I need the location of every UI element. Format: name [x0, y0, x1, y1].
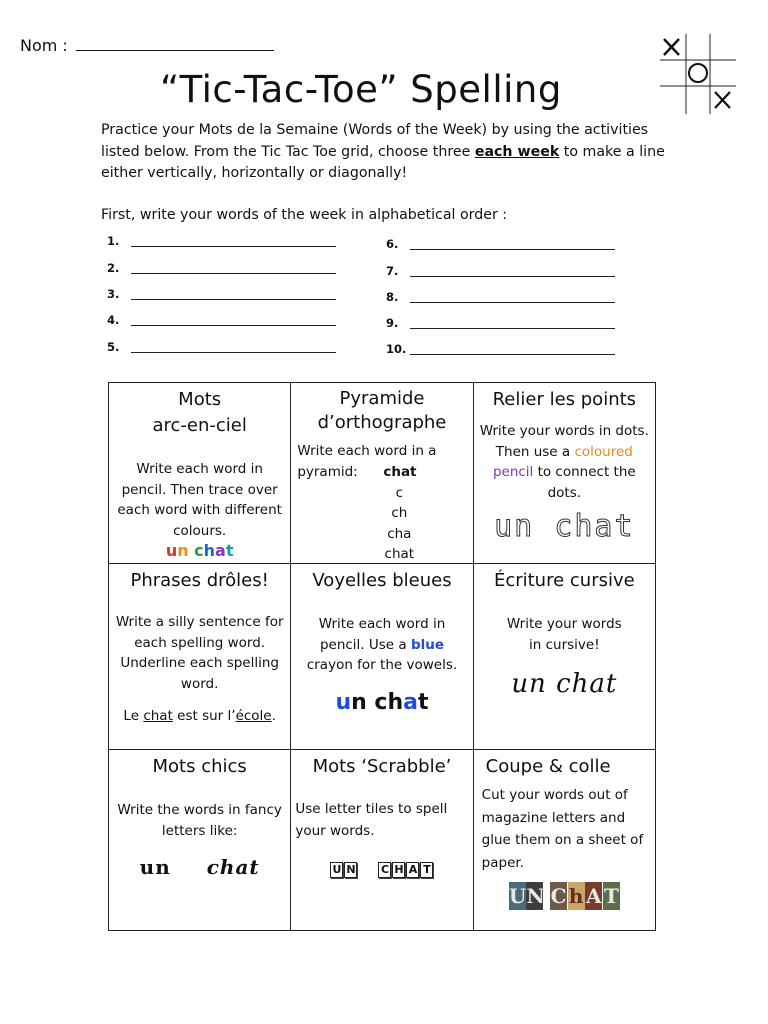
cell-mots-arc-en-ciel[interactable]: Mots arc-en-ciel Write each word in pencil. Then trace over each word with different colours. un chat — [109, 383, 291, 564]
write-line[interactable] — [410, 328, 615, 329]
write-line[interactable] — [410, 249, 615, 250]
write-line[interactable] — [131, 273, 336, 274]
rainbow-letter: c — [194, 541, 204, 560]
magazine-letter: N — [526, 884, 545, 908]
word-line-10[interactable] — [386, 342, 406, 356]
tic-tac-toe-icon — [658, 32, 738, 116]
cell-mots-scrabble[interactable]: Mots ‘Scrabble’ Use letter tiles to spell your words. U N C H A T — [291, 750, 473, 931]
magazine-example — [474, 882, 655, 910]
word-number: 9. — [386, 316, 399, 330]
write-line[interactable] — [131, 246, 336, 247]
word-number: 5. — [107, 340, 120, 354]
write-line[interactable] — [131, 352, 336, 353]
cell-instructions: Cut your words out of magazine letters and glue them on a sheet of paper. — [481, 787, 644, 871]
cell-pyramide[interactable]: Pyramide d’orthographe Write each word in a pyramid: chat c ch cha chat — [291, 383, 473, 564]
letter-tile: H — [394, 863, 404, 876]
magazine-letter: C — [550, 884, 567, 908]
name-line[interactable] — [76, 36, 274, 51]
page-title: “Tic-Tac-Toe” Spelling — [160, 68, 562, 111]
cursive-example: un chat — [511, 669, 618, 699]
magazine-letter: h — [568, 884, 584, 908]
magazine-letter: T — [603, 884, 619, 908]
pyramid-example: chat c ch cha chat — [383, 464, 417, 562]
letter-tile: T — [420, 862, 433, 878]
word-line-2[interactable] — [107, 261, 119, 275]
cell-phrases-droles[interactable]: Phrases drôles! Write a silly sentence for each spelling word. Underline each spelling word. Le chat est sur l’école. — [109, 564, 291, 750]
scrabble-example — [291, 858, 472, 878]
word-number: 1. — [107, 234, 120, 248]
letter-tile: U — [330, 862, 343, 878]
cell-instructions: Write each word in pencil. Use a blue crayon for the vowels. — [306, 616, 458, 673]
sentence-example: Le chat est sur l’école. — [123, 708, 276, 724]
cell-instructions: Use letter tiles to spell your words. — [295, 801, 448, 839]
alphabetical-instruction: First, write your words of the week in alphabetical order : — [101, 207, 508, 223]
word-number: 3. — [107, 287, 120, 301]
cell-instructions: Write the words in fancy letters like: — [117, 802, 282, 839]
word-number: 10. — [386, 342, 407, 356]
cell-mots-chics[interactable]: Mots chics Write the words in fancy letters like: un chat — [109, 750, 291, 931]
rainbow-example — [109, 541, 290, 560]
word-line-1[interactable] — [107, 234, 119, 248]
name-label: Nom : — [20, 36, 68, 55]
cell-relier-les-points[interactable]: Relier les points Write your words in dots. Then use a coloured pencil to connect the dots. un chat — [473, 383, 655, 564]
word-line-7[interactable] — [386, 264, 398, 278]
tic-tac-toe-grid — [108, 382, 656, 931]
word-number: 2. — [107, 261, 120, 275]
magazine-letter: A — [585, 884, 602, 908]
letter-tile: C — [378, 862, 391, 878]
rainbow-letter: a — [215, 541, 226, 560]
rainbow-letter: t — [225, 541, 234, 560]
cell-instructions: Write your words in dots. Then use a coloured pencil to connect the dots. — [479, 423, 649, 501]
write-line[interactable] — [410, 354, 615, 355]
write-line[interactable] — [131, 325, 336, 326]
word-line-8[interactable] — [386, 290, 398, 304]
word-number: 7. — [386, 264, 399, 278]
word-line-5[interactable] — [107, 340, 119, 354]
vowel-example: un chat — [335, 689, 429, 715]
write-line[interactable] — [131, 299, 336, 300]
cell-ecriture-cursive[interactable]: Écriture cursive Write your words in cursive! un chat — [473, 564, 655, 750]
cell-coupe-colle[interactable]: Coupe & colle Cut your words out of magazine letters and glue them on a sheet of paper. UN C h A T — [473, 750, 655, 931]
word-number: 6. — [386, 237, 399, 251]
write-line[interactable] — [410, 276, 615, 277]
cell-voyelles-bleues[interactable]: Voyelles bleues Write each word in pencil. Use a blue crayon for the vowels. un chat — [291, 564, 473, 750]
rainbow-letter: n — [177, 541, 189, 560]
fancy-example: un chat — [139, 855, 260, 879]
rainbow-letter: h — [203, 541, 216, 560]
word-line-4[interactable] — [107, 313, 119, 327]
cell-instructions: Write a silly sentence for each spelling word. Underline each spelling word. — [115, 614, 284, 692]
cell-instructions: Write each word in pencil. Then trace over each word with different colours. — [117, 461, 282, 539]
letter-tile: N — [346, 863, 356, 876]
word-number: 8. — [386, 290, 399, 304]
intro-paragraph: Practice your Mots de la Semaine (Words of the Week) by using the activities listed below. From the Tic Tac Toe grid, choose three each week to make a line either vertically, horizontally or diagonally! — [101, 122, 665, 181]
cell-instructions: Write each word in a pyramid: — [297, 443, 437, 480]
each-week-emphasis: each week — [474, 143, 560, 160]
word-line-9[interactable] — [386, 316, 398, 330]
letter-tile: A — [406, 862, 419, 878]
rainbow-letter: u — [165, 541, 178, 560]
name-field[interactable] — [20, 36, 274, 55]
word-line-6[interactable] — [386, 237, 398, 251]
dotted-example: un chat — [494, 509, 635, 544]
cell-instructions: Write your words in cursive! — [506, 616, 622, 653]
word-line-3[interactable] — [107, 287, 119, 301]
write-line[interactable] — [410, 302, 615, 303]
word-number: 4. — [107, 313, 120, 327]
magazine-letter: U — [508, 884, 527, 908]
